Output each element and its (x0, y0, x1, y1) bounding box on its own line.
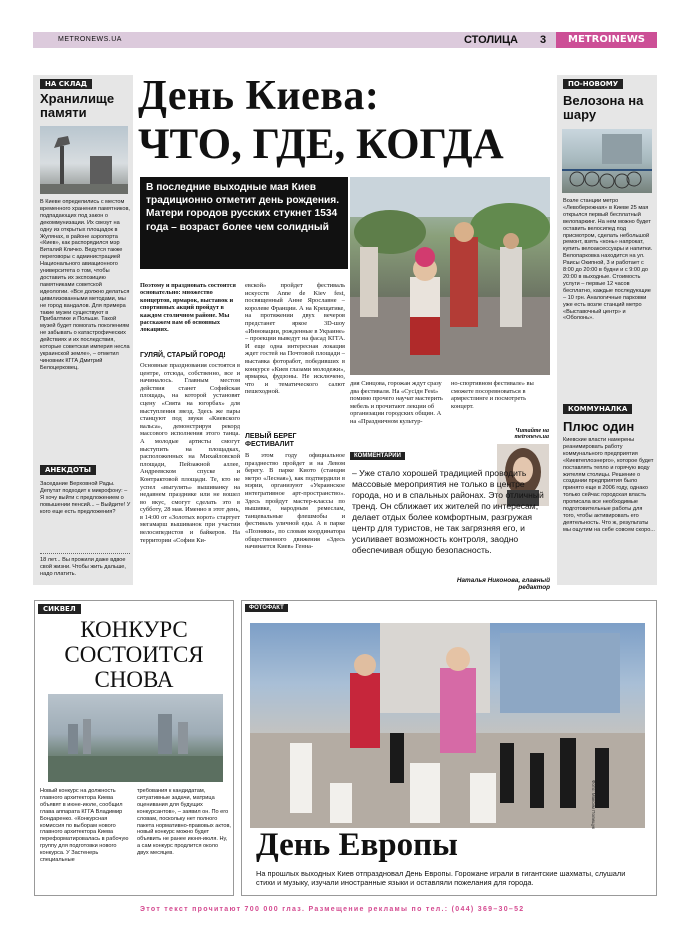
tag-sikvel: СИКВЕЛ (38, 604, 81, 614)
parade-photo (350, 177, 550, 375)
tag-po-novomu: ПО-НОВОМУ (563, 79, 623, 89)
anecdote-2: 18 лет... Вы прожили даже вдвое свой жизни. Чтобы жить дальше, надо платить. (40, 557, 126, 577)
tag-fotofakt: ФОТОФАКТ (245, 604, 288, 612)
quote-author: Наталья Никонова, главный редактор (456, 577, 550, 591)
city-photo (48, 694, 223, 782)
section-name: СТОЛИЦА (464, 34, 519, 46)
col4-text: но-спортивном фестивале» вы сможете посоревноваться в армрестлинге и посмотреть концерт. (451, 380, 534, 410)
read-more-caption: Читайте на metronews.ua (514, 428, 549, 440)
photofact-title: День Европы (256, 827, 458, 863)
subhead-2: ЛЕВЫЙ БЕРЕГ ФЕСТИВАЛИТ (245, 433, 297, 448)
right-text-2: Киевские власти намерены реанимировать работу коммунального предприятия «Киевтеплоэнерго», которое будет поставлять тепло и горячую воду жителям столицы. Решение о создании предприятия было принято еще в 2006 году, однако только сейчас городская власть прописала все необходимые подготовительные работы для того, чтобы активировать его деятельность. Что ж, результаты мы ощутим на себе совсем скоро... (563, 437, 655, 533)
left-text-1: В Киеве определились с местом временного хранения памятников, подпадающих под закон о декоммунизации. Их свезут на одну из открытых площадок в Жулянах, в районе аэропорта «Киев», как распорядился мэр Виталий Кличко. Ведутся также переговоры с администрацией Национального авиационного университета о том, чтобы доставить их экспозицию памятниками советской идеологии. «Все должно делаться цивилизованными методами, мы не город вандалов. Для примера такие музеи существуют в Прибалтике и Польше. Такой музей будет помогать поколениям не забывать о катастрофических действиях и их последствия, которые советская империя несла украинской земле», – отметил чиновник КГГА Дмитрий Белоцерковец. (40, 199, 130, 371)
intro-text: Поэтому и праздновать состоится основательно: множество концертов, ярмарок, выставок и спортивных акций пройдут в каждом столичном районе. Мы расскажем вам об основных локациях. (140, 282, 236, 334)
editor-quote: – Уже стало хорошей традицией проводить массовые мероприятия не только в центре города, но и в спальных районах. Это отличный тренд. Он сближает их жителей по интересам, делает отдых более комфортным, разгружая центр для туристов, не так загрязняя его, и усиливает возможность контроля, заодно обеспечивая общую безопасность. (352, 468, 544, 555)
right-title-1: Велозона на шару (563, 93, 644, 122)
comment-tag: КОММЕНТАРИЙ (350, 452, 405, 460)
col3-text: дия Синцова, горожан ждут сразу два фестиваля. На «Сусiдн Fest» помимо прочего научат мастерить мебель и прочитают лекции об организации городских общин. А на «Праздничном культур- (350, 380, 443, 425)
headline-line-1: День Киева: (138, 73, 380, 119)
site-url: METRONEWS.UA (58, 36, 122, 43)
sequel-col2: требования к кандидатам, ситуативные задачи, матрица оценивания для будущих конкурсантов», – заявил он. По его словам, поскольку нет полного пакета нормативно-правовых актов, новый конкурс можно будет объявить не ранее июня-июля. Ну, а сам конкурс продлится около двух месяцев. (137, 788, 231, 857)
monument-photo (40, 126, 128, 194)
footer-ad-line: Этот текст прочитают 700 000 глаз. Размещение рекламы по тел.: (044) 369–30–52 (140, 906, 525, 913)
brand-logo: METROІNEWS (556, 32, 657, 48)
tag-na-sklad: НА СКЛАД (40, 79, 92, 89)
chess-photo (250, 623, 645, 828)
tag-kommunalka: КОММУНАЛКА (563, 404, 632, 414)
col2b-text: В этом году официальное празднество пройдет и на Левом берегу. В парке Киото (станция метро «Лесная»), как подтвердили в мэрии, организуют «Украинское интегративное арт-пространство». Здесь пройдут мастер-классы по вышивке, народным ремеслам, танцевальные флешмобы и фестиваль уличной еды. А в парке «Позняки», по словам координатора общественного движения «Здесь начинается Киев» Генна- (245, 452, 345, 551)
tag-anekdoty: АНЕКДОТЫ (40, 465, 96, 475)
subhead-1: ГУЛЯЙ, СТАРЫЙ ГОРОД! (140, 352, 226, 359)
lead-text: В последние выходные мая Киев традиционно отметит день рождения. Матери городов русских стукнет 1534 года – возраст более чем солидный (146, 182, 340, 233)
right-text-1: Возле станции метро «Левобережная» в Киеве 25 мая открылся первый бесплатный велопаркинг. На нем можно будет оставить велосипед под присмотром, сделать небольшой ремонт, взять «конь» напрокат, купить велоаксессуары и напитки. Велопарковка находится на ул. Раисы Окипной, 3 и работает с 8:00 до 20:00 в будни и с 9:00 до 20:00 в выходные. Стоимость услуги – первые 12 часов бесплатно, каждые последующие – 10 грн. Аналогичные парковки уже есть возле станций метро «Выставочный центр» и «Оболонь». (563, 198, 653, 322)
col1-text: Основные празднования состоятся в центре, отсюда, собственно, все и начиналось. Главным местом действия станет Софийская площадь, на которой установят сцену «Свята на югорбах» для выступления звезд. Здесь же пары станцуют под звуки «Киевского вальса», демонстрируя рекорд массового исполнения этого танца. А молодые артисты смогут выступить на площадках, расположенных на Михайловской площади, Пейзажной аллее, Андреевском спуске и Контрактовой площади. Те, кто не успел «выгулять» вышиванку на недавнем празднике или не вошел во вкус, смогут сделать это в субботу, 28 мая. Именно в этот день, в 14:00 от «Золотых ворот» стартует мегамарш вышиванок при участии велосипедистов и байкеров. На территории «Софии Ки- (140, 362, 240, 544)
left-title-1: Хранилище памяти (40, 91, 115, 120)
photo-credit: Фото: Максим Полищук (591, 780, 596, 830)
page-number: 3 (540, 34, 547, 46)
sequel-col1: Новый конкурс на должность главного архитектора Киева объявят в июне-июле, сообщил глава аппарата КГГА Владимир Бондаренко. «Конкурсная комиссия по выборам нового главного архитектора Киева переформатировалась в рабочую группу для подготовки нового конкурса. У Застенерь специальные (40, 788, 129, 864)
right-title-2: Плюс один (563, 419, 635, 434)
bike-parking-photo (562, 129, 652, 193)
divider (40, 553, 130, 554)
photofact-caption: На прошлых выходных Киев отпраздновал День Европы. Горожане играли в гигантские шахматы, слушали стихи и музыку, изучали иностранные языки и оставляли пожелания для города. (256, 869, 626, 887)
headline-line-2: ЧТО, ГДЕ, КОГДА (138, 121, 504, 168)
anecdote-1: Заседание Верховной Рады. Депутат подходит к микрофону: – Я хочу выйти с предложением о повышении пенсий... – Выйдите! У кого еще есть предложения? (40, 481, 131, 515)
col2a-text: евской» пройдет фестиваль искусств Anne de Kiev fest, посвященный Анне Ярославне – королеве Франции. А на Крещатике, на протяжении двух вечеров предстанет яркое 3D-шоу «Инновации, рожденные в Украине» – проекции выведут на фасад КГГА. И еще одна интересная локация ждет гостей на Почтовой площади – выставка фоторабот, победивших в конкурсе «Киев глазами молодежи», ярмарка, фудзоны. Не исключено, что и тематического салют пешеходной. (245, 282, 345, 396)
sequel-title: КОНКУРС СОСТОИТСЯ СНОВА (64, 617, 204, 692)
